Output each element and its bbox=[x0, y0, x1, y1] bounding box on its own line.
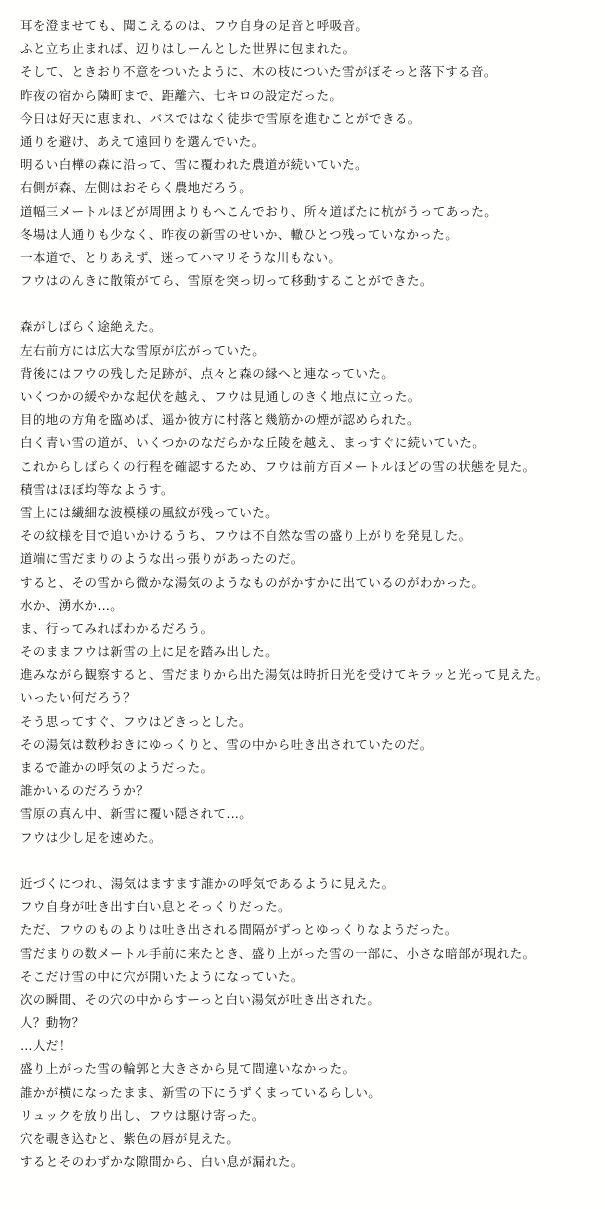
text-line: 雪上には繊細な波模様の風紋が残っていた。 bbox=[20, 504, 279, 520]
text-line: 水か、湧水か…。 bbox=[20, 597, 124, 613]
text-line: 白く青い雪の道が、いくつかのなだらかな丘陵を越え、まっすぐに続いていた。 bbox=[20, 435, 486, 451]
text-line: 雪原の真ん中、新雪に覆い隠されて…。 bbox=[20, 806, 253, 822]
text-line: 人？動物？ bbox=[20, 1015, 85, 1031]
text-line: 盛り上がった雪の輪郭と大きさから見て間違いなかった。 bbox=[20, 1061, 356, 1077]
text-line: 昨夜の宿から隣町まで、距離六、七キロの設定だった。 bbox=[20, 87, 343, 103]
text-line: リュックを放り出し、フウは駆け寄った。 bbox=[20, 1107, 265, 1123]
text-line: 左右前方には広大な雪原が広がっていた。 bbox=[20, 342, 266, 358]
text-line: 雪だまりの数メートル手前に来たとき、盛り上がった雪の一部に、小さな暗部が現れた。 bbox=[20, 945, 536, 961]
text-line: するとそのわずかな隙間から、白い息が漏れた。 bbox=[20, 1154, 304, 1170]
text-line: いったい何だろう？ bbox=[20, 690, 137, 706]
text-line: ただ、フウのものよりは吐き出される間隔がずっとゆっくりなようだった。 bbox=[20, 922, 458, 938]
text-line: その紋様を目で追いかけるうち、フウは不自然な雪の盛り上がりを発見した。 bbox=[20, 528, 472, 544]
text-line: 通りを避け、あえて遠回りを選んでいた。 bbox=[20, 133, 265, 149]
text-line: これからしばらくの行程を確認するため、フウは前方百メートルほどの雪の状態を見た。 bbox=[20, 458, 536, 474]
text-line: その湯気は数秒おきにゆっくりと、雪の中から吐き出されていたのだ。 bbox=[20, 736, 433, 752]
text-line: 森がしばらく途絶えた。 bbox=[20, 319, 162, 335]
text-line: 次の瞬間、その穴の中からすーっと白い湯気が吐き出された。 bbox=[20, 991, 381, 1007]
text-line: そのままフウは新雪の上に足を踏み出した。 bbox=[20, 644, 279, 660]
text-line: 近づくにつれ、湯気はますます誰かの呼気であるように見えた。 bbox=[20, 875, 395, 891]
text-line: まるで誰かの呼気のようだった。 bbox=[20, 760, 214, 775]
text-line: 明るい白樺の森に沿って、雪に覆われた農道が続いていた。 bbox=[20, 157, 369, 173]
text-line: そこだけ雪の中に穴が開いたようになっていた。 bbox=[20, 968, 304, 984]
paragraph-break bbox=[20, 849, 600, 872]
text-line: すると、その雪から微かな湯気のようなものがかすかに出ているのがわかった。 bbox=[20, 574, 485, 590]
text-line: 道端に雪だまりのような出っ張りがあったのだ。 bbox=[20, 551, 304, 567]
paragraph-break bbox=[20, 292, 600, 315]
text-line: 誰かいるのだろうか？ bbox=[20, 783, 150, 799]
text-line: そして、ときおり不意をついたように、木の枝についた雪がぼそっと落下する音。 bbox=[20, 64, 497, 80]
text-line: 耳を澄ませても、聞こえるのは、フウ自身の足音と呼吸音。 bbox=[20, 18, 369, 33]
text-line: フウはのんきに散策がてら、雪原を突っ切って移動することができた。 bbox=[20, 273, 433, 289]
text-line: フウ自身が吐き出す白い息とそっくりだった。 bbox=[20, 899, 291, 915]
text-line: 一本道で、とりあえず、迷ってハマリそうな川もない。 bbox=[20, 249, 342, 265]
text-line: 誰かが横になったまま、新雪の下にうずくまっているらしい。 bbox=[20, 1084, 382, 1100]
text-line: いくつかの緩やかな起伏を越え、フウは見通しのきく地点に立った。 bbox=[20, 389, 421, 404]
story-text bbox=[20, 14, 600, 1173]
text-line: ま、行ってみればわかるだろう。 bbox=[20, 620, 214, 636]
text-line: 穴を覗き込むと、紫色の唇が見えた。 bbox=[20, 1131, 240, 1146]
text-line: そう思ってすぐ、フウはどきっとした。 bbox=[20, 713, 252, 729]
text-line: 積雪はほぼ均等なようす。 bbox=[20, 481, 174, 497]
text-line: 目的地の方角を臨めば、遥か彼方に村落と幾筋かの煙が認められた。 bbox=[20, 412, 420, 428]
text-line: ふと立ち止まれば、辺りはしーんとした世界に包まれた。 bbox=[20, 41, 356, 57]
text-line: 今日は好天に恵まれ、バスではなく徒歩で雪原を進むことができる。 bbox=[20, 110, 421, 126]
text-line: 右側が森、左側はおそらく農地だろう。 bbox=[20, 180, 253, 196]
text-line: 背後にはフウの残した足跡が、点々と森の縁へと連なっていた。 bbox=[20, 365, 395, 381]
text-line: フウは少し足を速めた。 bbox=[20, 829, 162, 845]
text-line: 冬場は人通りも少なく、昨夜の新雪のせいか、轍ひとつ残っていなかった。 bbox=[20, 226, 459, 242]
text-line: 道幅三メートルほどが周囲よりもへこんでおり、所々道ばたに杭がうってあった。 bbox=[20, 203, 498, 219]
text-line: 進みながら観察すると、雪だまりから出た湯気は時折日光を受けてキラッと光って見えた。 bbox=[20, 667, 549, 683]
text-line: …人だ！ bbox=[20, 1038, 72, 1054]
